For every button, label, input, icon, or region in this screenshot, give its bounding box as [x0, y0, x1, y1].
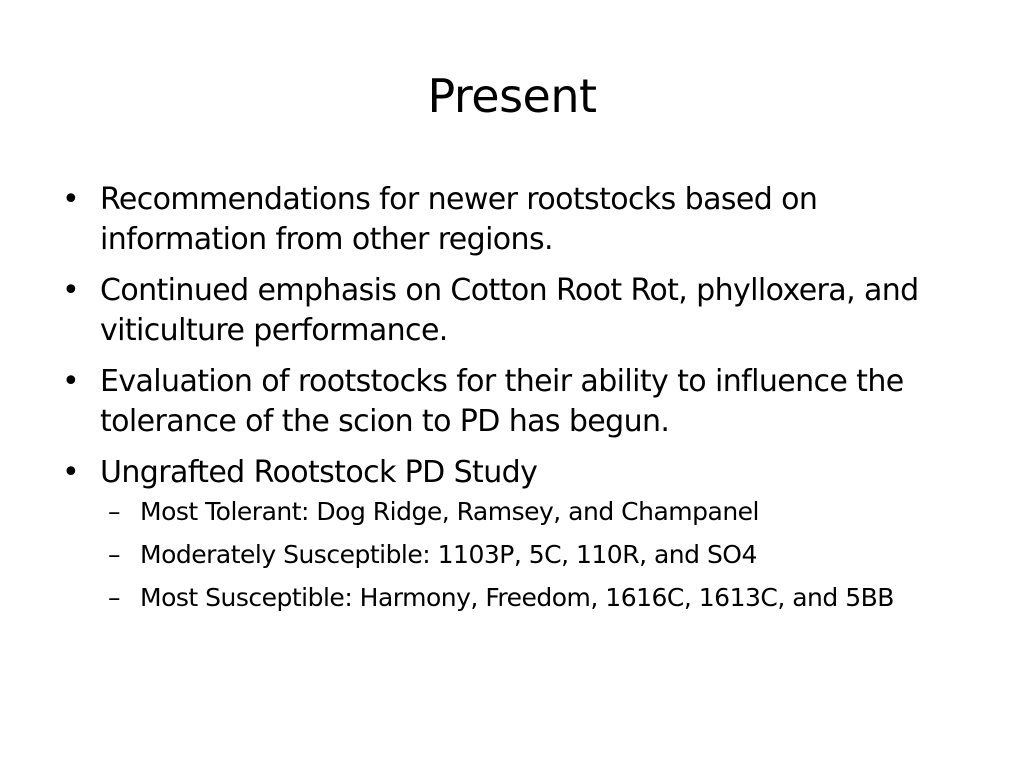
sub-bullet-item	[96, 539, 982, 570]
sub-bullet-text: Moderately Susceptible: 1103P, 5C, 110R, and SO4	[140, 540, 757, 569]
sub-bullet-item	[96, 496, 982, 527]
slide-title: Present	[427, 69, 597, 123]
bullet-item	[62, 362, 982, 442]
bullet-item	[62, 453, 982, 613]
sub-bullet-text: Most Tolerant: Dog Ridge, Ramsey, and Champanel	[140, 497, 759, 526]
sub-bullet-item	[96, 582, 982, 613]
sub-bullet-list	[100, 496, 982, 613]
bullet-text: Ungrafted Rootstock PD Study	[100, 455, 538, 490]
bullet-text: Evaluation of rootstocks for their ability to influence the tolerance of the scion to PD has begun.	[100, 364, 904, 439]
bullet-item	[62, 271, 982, 351]
bullet-text: Continued emphasis on Cotton Root Rot, phylloxera, and viticulture performance.	[100, 273, 919, 348]
bullet-item	[62, 180, 982, 260]
bullet-list	[62, 180, 982, 625]
sub-bullet-text: Most Susceptible: Harmony, Freedom, 1616C, 1613C, and 5BB	[140, 583, 894, 612]
bullet-text: Recommendations for newer rootstocks based on information from other regions.	[100, 182, 818, 257]
